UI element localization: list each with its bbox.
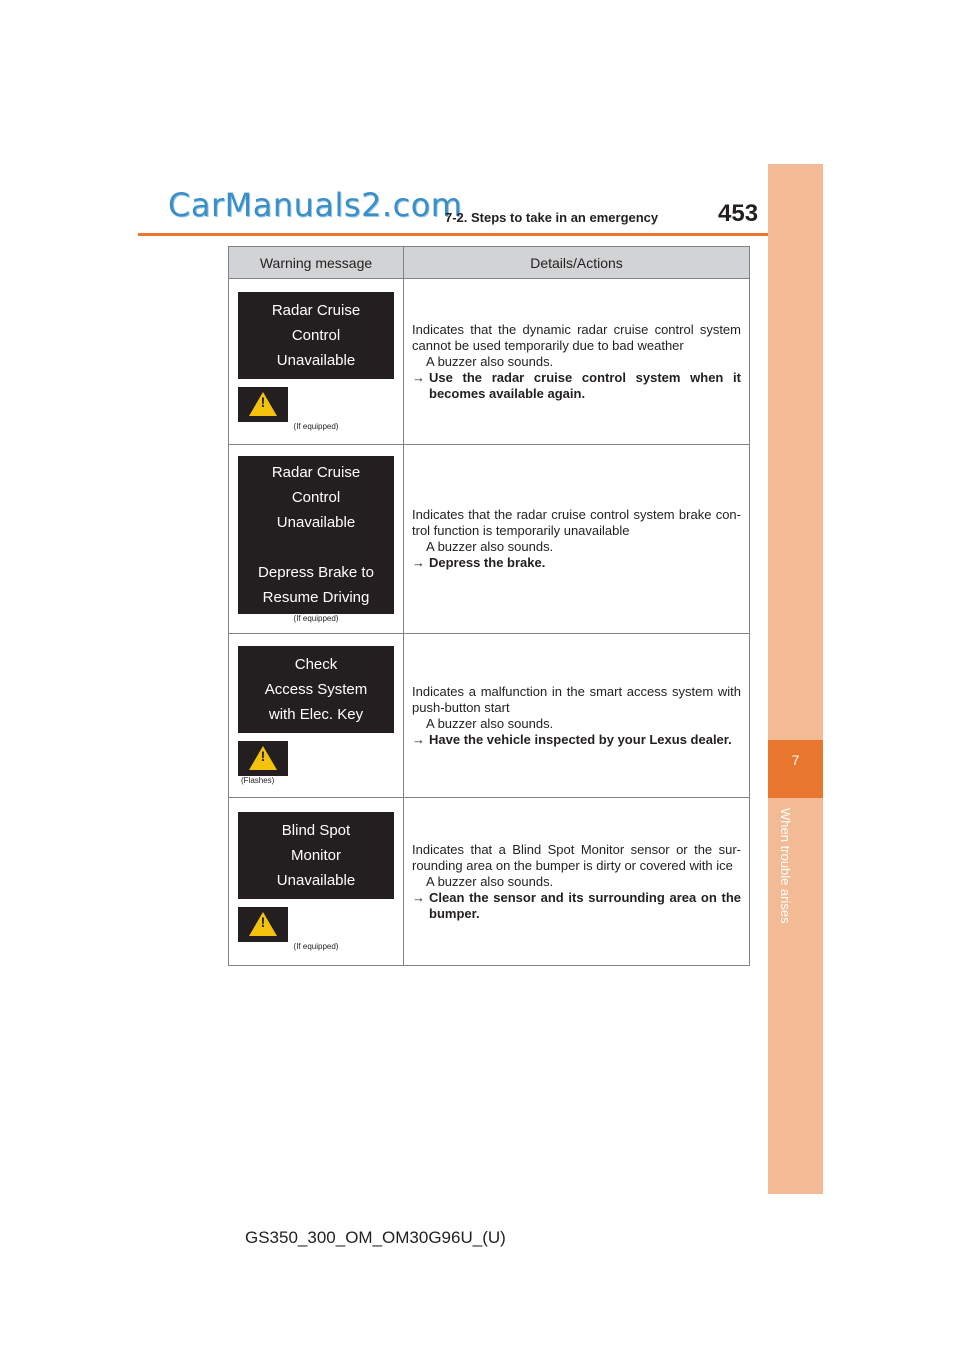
arrow-icon: → bbox=[412, 731, 425, 747]
note: (If equipped) bbox=[293, 422, 339, 431]
buzzer-note: A buzzer also sounds. bbox=[426, 715, 554, 731]
buzzer-note: A buzzer also sounds. bbox=[426, 353, 554, 369]
display-screen bbox=[238, 292, 394, 379]
description: Indicates a malfunction in the smart access system with push-button start bbox=[412, 683, 741, 715]
action-text: Depress the brake. bbox=[429, 555, 546, 570]
side-tab bbox=[768, 164, 823, 1194]
screen-line: Check bbox=[294, 656, 338, 673]
screen-line: Unavailable bbox=[276, 513, 356, 531]
note: (Flashes) bbox=[241, 776, 275, 785]
warning-table bbox=[228, 246, 750, 966]
chapter-number: 7 bbox=[791, 752, 800, 768]
screen-spacer bbox=[238, 535, 394, 560]
display-screen bbox=[238, 646, 394, 733]
screen-line: Blind Spot bbox=[281, 822, 351, 839]
section-title: 7-2. Steps to take in an emergency bbox=[445, 210, 659, 225]
details-cell bbox=[404, 279, 750, 445]
screen-line: Resume Driving bbox=[262, 588, 370, 606]
col-header-details: Details/Actions bbox=[404, 247, 750, 279]
watermark-logo: CarManuals2.com bbox=[168, 186, 463, 224]
warning-light: ! bbox=[238, 907, 288, 942]
description: Indicates that a Blind Spot Monitor sensor or the sur-rounding area on the bumper is dirty or covered with ice bbox=[412, 841, 741, 873]
details-cell bbox=[404, 798, 750, 966]
col-header-warning: Warning message bbox=[229, 247, 404, 279]
details-cell bbox=[404, 634, 750, 798]
table-row bbox=[229, 634, 750, 798]
table-row bbox=[229, 798, 750, 966]
table-row bbox=[229, 445, 750, 634]
screen-line: Access System bbox=[264, 681, 368, 698]
action-text: Use the radar cruise control system when it becomes available again. bbox=[429, 369, 741, 401]
details-cell bbox=[404, 445, 750, 634]
screen-line: Unavailable bbox=[276, 352, 356, 369]
chapter-label: When trouble arises bbox=[778, 808, 793, 924]
screen-line: Radar Cruise bbox=[271, 302, 361, 319]
screen-line: Radar Cruise bbox=[271, 463, 361, 481]
note: (If equipped) bbox=[293, 942, 339, 951]
warning-image-cell bbox=[229, 798, 404, 966]
action-text: Have the vehicle inspected by your Lexus dealer. bbox=[429, 731, 732, 747]
screen-line: Control bbox=[291, 327, 341, 344]
note: (If equipped) bbox=[293, 613, 339, 623]
chapter-number-block bbox=[768, 740, 823, 798]
screen-line: Control bbox=[291, 488, 341, 506]
footer-code: GS350_300_OM_OM30G96U_(U) bbox=[245, 1228, 506, 1247]
arrow-icon: → bbox=[412, 555, 425, 570]
display-screen bbox=[238, 812, 394, 899]
warning-image-cell bbox=[229, 445, 404, 634]
page-number: 453 bbox=[718, 200, 759, 227]
arrow-icon: → bbox=[412, 889, 425, 905]
action-text: Clean the sensor and its surrounding area on the bumper. bbox=[429, 889, 741, 921]
table-row bbox=[229, 279, 750, 445]
warning-image-cell bbox=[229, 634, 404, 798]
warning-light: ! bbox=[238, 387, 288, 422]
description: Indicates that the radar cruise control system brake con-trol function is temporarily unavailable bbox=[412, 507, 741, 538]
arrow-icon: → bbox=[412, 369, 425, 385]
description: Indicates that the dynamic radar cruise control system cannot be used temporarily due to bad weather bbox=[412, 321, 741, 353]
screen-line: Depress Brake to bbox=[258, 563, 374, 581]
header-rule bbox=[138, 233, 821, 236]
display-screen bbox=[238, 456, 394, 614]
screen-line: Monitor bbox=[290, 847, 342, 864]
screen-line: with Elec. Key bbox=[268, 706, 364, 723]
buzzer-note: A buzzer also sounds. bbox=[426, 873, 554, 889]
warning-light: ! bbox=[238, 741, 288, 776]
screen-line: Unavailable bbox=[276, 872, 356, 889]
buzzer-note: A buzzer also sounds. bbox=[426, 539, 554, 554]
warning-image-cell bbox=[229, 279, 404, 445]
